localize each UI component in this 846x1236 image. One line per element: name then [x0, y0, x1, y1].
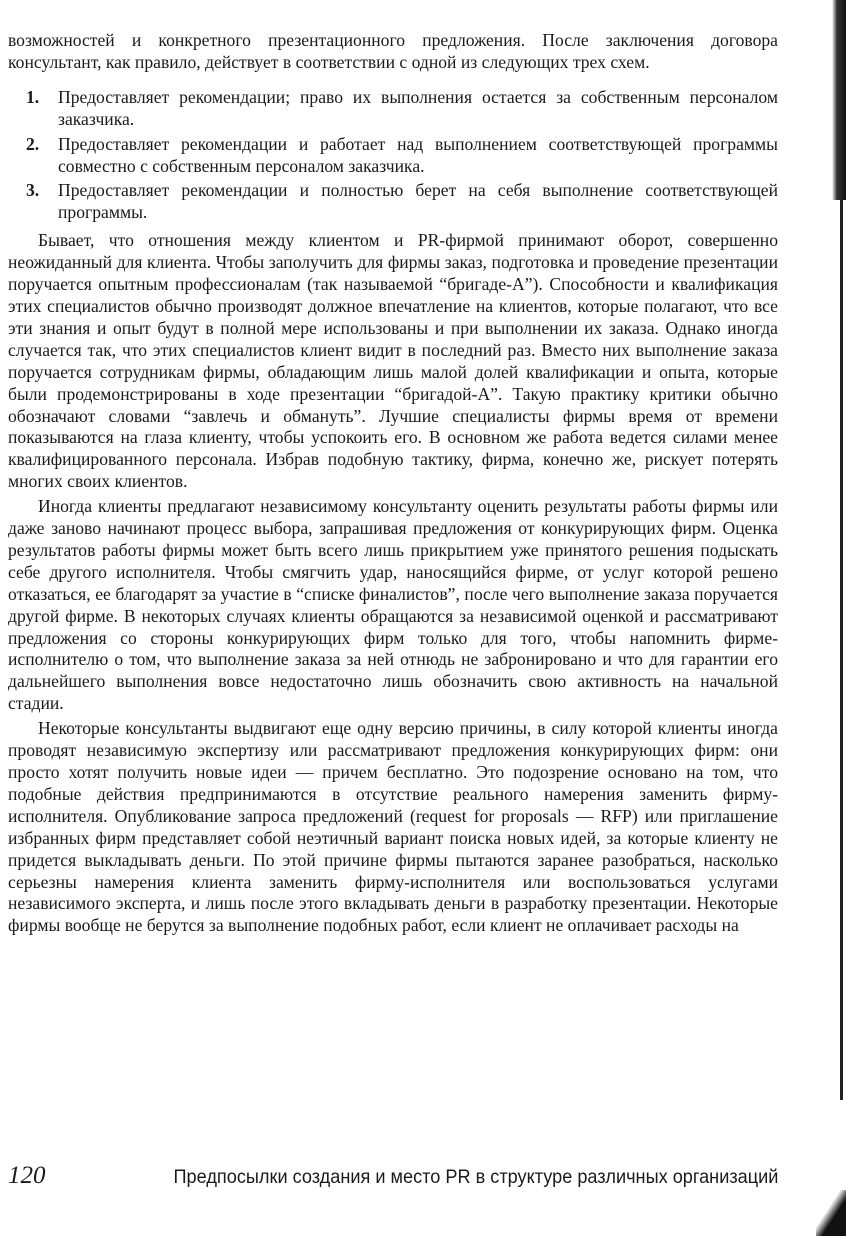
- list-item: [8, 87, 778, 131]
- page-footer: [8, 1162, 778, 1190]
- list-item-text: Предоставляет рекомендации; право их выполнения остается за собственным персоналом заказчика.: [58, 86, 778, 129]
- scan-edge-line: [840, 200, 843, 1100]
- list-item-text: Предоставляет рекомендации и полностью берет на себя выполнение соответствующей программы.: [58, 180, 778, 223]
- scan-corner-shadow: [816, 1190, 846, 1236]
- consultant-schemes-list: [8, 87, 778, 224]
- running-title: Предпосылки создания и место PR в структуре различных организаций: [173, 1166, 778, 1188]
- list-item-number: 2.: [26, 133, 40, 154]
- scan-edge-shadow: [832, 0, 846, 200]
- list-item-number: 3.: [26, 180, 40, 201]
- paragraph-independent-evaluation: Иногда клиенты предлагают независимому консультанту оценить результаты работы фирмы или даже заново начинают процесс выбора, запрашивая предложения от конкурирующих фирм. Оценка результатов работы фирмы может быть всего лишь прикрытием уже принятого решения подыскать себе другого исполнителя. Чтобы смягчить удар, наносящийся фирме, от услуг которой решено отказаться, ее благодарят за участие в “списке финалистов”, после чего выполнение заказа поручается другой фирме. В некоторых случаях клиенты обращаются за независимой оценкой и рассматривают предложения со стороны конкурирующих фирм только для того, чтобы напомнить фирме-исполнителю о том, что выполнение заказа за ней отнюдь не забронировано и что для гарантии его дальнейшего выполнения вовсе недостаточно лишь обозначить свою активность на начальной стадии.: [8, 496, 778, 714]
- list-item-number: 1.: [26, 86, 40, 107]
- intro-paragraph: возможностей и конкретного презентационного предложения. После заключения договора консультант, как правило, действует в соответствии с одной из следующих трех схем.: [8, 30, 778, 72]
- list-item: [8, 180, 778, 224]
- paragraph-brigade-a: Бывает, что отношения между клиентом и PR-фирмой принимают оборот, совершенно неожиданный для клиента. Чтобы заполучить для фирмы заказ, подготовка и проведение презентации поручается опытным профессионалам (так называемой “бригаде-А”). Способности и квалификация этих специалистов обычно производят должное впечатление на клиентов, которые полагают, что все эти знания и опыт будут в полной мере использованы и при выполнении их заказа. Однако иногда случается так, что этих специалистов клиент видит в последний раз. Вместо них выполнение заказа поручается сотрудникам фирмы, обладающим лишь малой долей квалификации и опыта, которые были продемонстрированы в ходе презентации “бригадой-А”. Такую практику критики обычно обозначают словами “завлечь и обмануть”. Лучшие специалисты фирмы время от времени показываются на глаза клиенту, чтобы успокоить его. В основном же работа ведется силами менее квалифицированного персонала. Избрав подобную тактику, фирма, конечно же, рискует потерять многих своих клиентов.: [8, 230, 778, 492]
- list-item: [8, 134, 778, 178]
- page-number: 120: [8, 1162, 46, 1189]
- paragraph-new-ideas: Некоторые консультанты выдвигают еще одну версию причины, в силу которой клиенты иногда проводят независимую экспертизу или рассматривают предложения конкурирующих фирм: они просто хотят получить новые идеи — причем бесплатно. Это подозрение основано на том, что подобные действия предпринимаются в отсутствие реального намерения заменить фирму-исполнителя. Опубликование запроса предложений (request for proposals — RFP) или приглашение избранных фирм представляет собой неэтичный вариант поиска новых идей, за которые клиенту не придется выкладывать деньги. По этой причине фирмы пытаются заранее разобраться, насколько серьезны намерения клиента заменить фирму-исполнителя или воспользоваться услугами независимого эксперта, и лишь после этого вкладывать деньги в разработку презентации. Некоторые фирмы вообще не берутся за выполнение подобных работ, если клиент не оплачивает расходы на: [8, 718, 778, 936]
- page-body: [8, 30, 778, 937]
- list-item-text: Предоставляет рекомендации и работает над выполнением соответствующей программы совместно с собственным персоналом заказчика.: [58, 133, 778, 176]
